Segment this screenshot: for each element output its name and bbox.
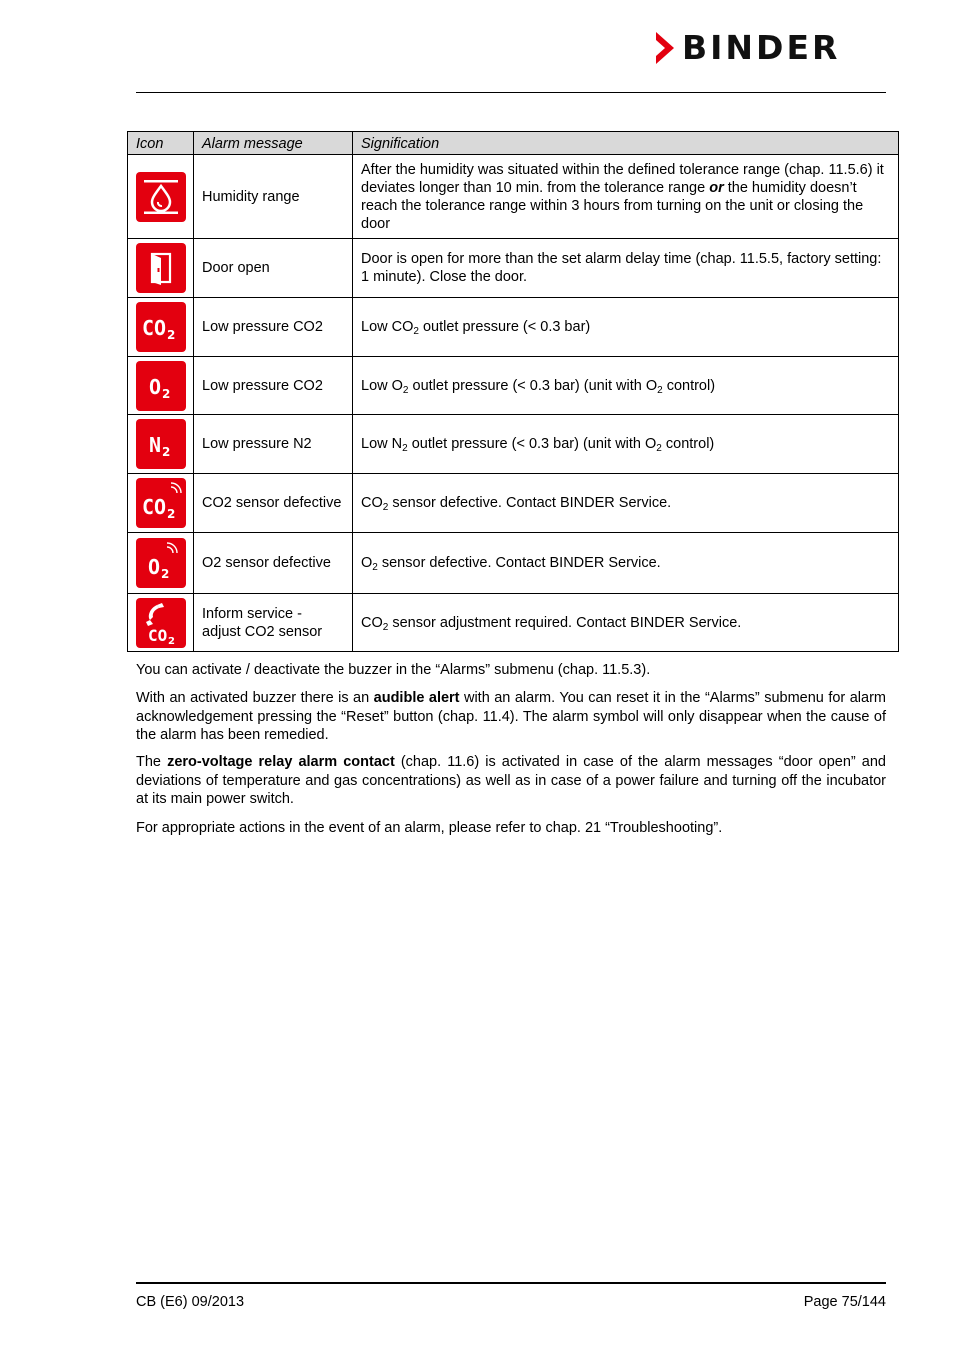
door-open-icon — [136, 243, 186, 293]
svg-text:CO: CO — [141, 495, 166, 519]
footer-divider — [136, 1282, 886, 1284]
svg-text:2: 2 — [161, 386, 170, 401]
signification: After the humidity was situated within the defined tolerance range (chap. 11.5.6) it deviates longer than 10 min. from the tolerance range or the humidity doesn’t reach the tolerance range within 3 hours from turning on the unit or closing the door — [353, 155, 899, 239]
alarm-message: Low pressure CO2 — [194, 357, 353, 415]
logo-arrow-icon — [654, 30, 676, 66]
co2-pressure-icon — [136, 302, 186, 352]
document-id: CB (E6) 09/2013 — [136, 1294, 245, 1310]
table-row — [128, 594, 899, 652]
table-row — [128, 415, 899, 474]
signification: Low $CO_2$ outlet pressure (< 0.3 bar) — [353, 298, 899, 357]
svg-text:2: 2 — [160, 567, 169, 581]
n2-pressure-icon — [136, 419, 186, 469]
o2-pressure-icon — [136, 361, 186, 411]
svg-text:2: 2 — [161, 445, 170, 459]
alarm-message: Low pressure N2 — [194, 415, 353, 474]
signification: $CO_2$ sensor defective. Contact BINDER Service. — [353, 474, 899, 533]
svg-text:2: 2 — [166, 328, 175, 342]
binder-logo — [652, 30, 888, 70]
header-icon: Icon — [128, 132, 194, 155]
header-signification: Signification — [353, 132, 899, 155]
table-row — [128, 357, 899, 415]
signification: Low $N_2$ outlet pressure (< 0.3 bar) (unit with $O_2$ control) — [353, 415, 899, 474]
alarm-message: CO2 sensor defective — [194, 474, 353, 533]
alarm-message: Low pressure CO2 — [194, 298, 353, 357]
alarm-message: Humidity range — [194, 155, 353, 239]
table-row — [128, 533, 899, 594]
alarm-message: O2 sensor defective — [194, 533, 353, 594]
paragraph-relay-contact: The zero-voltage relay alarm contact (chap. 11.6) is activated in case of the alarm messages “door open” and deviations of temperature and gas concentrations) as well as in case of a power failure and turning off the incubator at its main power switch. — [136, 754, 886, 807]
o2-sensor-icon — [136, 538, 186, 588]
svg-text:2: 2 — [167, 635, 175, 646]
header-alarm-message: Alarm message — [194, 132, 353, 155]
alarm-table — [127, 131, 899, 652]
humidity-range-icon — [136, 172, 186, 222]
page-number: Page 75/144 — [803, 1294, 886, 1310]
alarm-message: Door open — [194, 239, 353, 298]
paragraph-troubleshooting: For appropriate actions in the event of an alarm, please refer to chap. 21 “Troubleshooting”. — [136, 820, 723, 836]
table-row — [128, 298, 899, 357]
paragraph-audible-alert: With an activated buzzer there is an audible alert with an alarm. You can reset it in the “Alarms” submenu for alarm acknowledgement pressing the “Reset” button (chap. 11.4). The alarm symbol will only disappear when the cause of the alarm has been remedied. — [136, 690, 886, 743]
signification: Door is open for more than the set alarm delay time (chap. 11.5.5, factory setting: 1 minute). Close the door. — [353, 239, 899, 298]
header-divider — [136, 92, 886, 93]
svg-text:O: O — [147, 555, 160, 579]
svg-text:CO: CO — [141, 316, 166, 340]
service-co2-icon — [136, 598, 186, 648]
signification: $O_2$ sensor defective. Contact BINDER Service. — [353, 533, 899, 594]
logo-text: BINDER — [682, 28, 841, 67]
svg-text:O: O — [148, 374, 161, 399]
alarm-message: Inform service - adjust CO2 sensor — [194, 594, 353, 652]
table-header-row — [128, 132, 899, 155]
co2-sensor-icon — [136, 478, 186, 528]
paragraph-buzzer: You can activate / deactivate the buzzer in the “Alarms” submenu (chap. 11.5.3). — [136, 662, 651, 678]
table-row — [128, 155, 899, 239]
svg-text:N: N — [148, 433, 161, 457]
table-row — [128, 239, 899, 298]
table-row — [128, 474, 899, 533]
signification: Low $O_2$ outlet pressure (< 0.3 bar) (unit with $O_2$ control) — [353, 357, 899, 415]
signification: $CO_2$ sensor adjustment required. Contact BINDER Service. — [353, 594, 899, 652]
svg-text:2: 2 — [166, 507, 175, 521]
svg-text:CO: CO — [147, 625, 167, 645]
